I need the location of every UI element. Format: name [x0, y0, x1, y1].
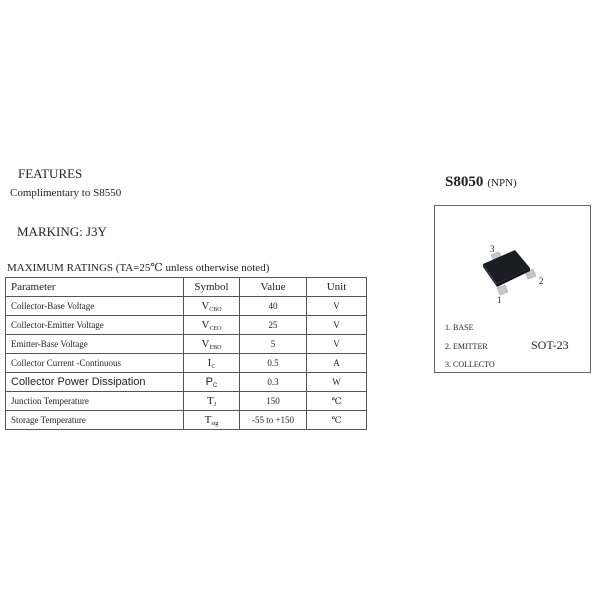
cell-value: 5: [240, 335, 307, 354]
cell-value: -55 to +150: [240, 411, 307, 430]
cell-symbol: $P_C$: [184, 373, 240, 392]
pin-number-3: 3: [490, 244, 495, 254]
cell-value: 0.3: [240, 373, 307, 392]
cell-symbol: $V_{CBO}$: [184, 297, 240, 316]
part-title: [445, 174, 517, 191]
cell-value: 150: [240, 392, 307, 411]
cell-parameter: Collector-Base Voltage: [6, 297, 184, 316]
header-symbol: Symbol: [184, 278, 240, 297]
cell-parameter: Emitter-Base Voltage: [6, 335, 184, 354]
header-parameter: Parameter: [6, 278, 184, 297]
cell-unit: W: [307, 373, 367, 392]
table-row: [6, 373, 367, 392]
table-row: [6, 335, 367, 354]
pin-number-2: 2: [539, 276, 544, 286]
features-text: Complimentary to S8550: [10, 187, 122, 199]
cell-unit: V: [307, 297, 367, 316]
cell-parameter: Collector Current -Continuous: [6, 354, 184, 373]
pin-number-1: 1: [497, 295, 502, 305]
cell-symbol: $T_J$: [184, 392, 240, 411]
table-header-row: [6, 278, 367, 297]
package-type: SOT-23: [531, 338, 569, 352]
cell-symbol: $I_C$: [184, 354, 240, 373]
ratings-title: MAXIMUM RATINGS (TA=25℃ unless otherwise noted): [7, 262, 270, 274]
cell-parameter: Collector-Emitter Voltage: [6, 316, 184, 335]
cell-unit: V: [307, 335, 367, 354]
cell-symbol: $V_{CEO}$: [184, 316, 240, 335]
marking-label: MARKING: J3Y: [17, 224, 107, 239]
features-heading: FEATURES: [18, 166, 83, 181]
pin-desc-base: 1. BASE: [445, 323, 474, 332]
package-diagram-box: [434, 205, 591, 373]
pin-desc-collector: 3. COLLECTO: [445, 360, 495, 369]
cell-unit: V: [307, 316, 367, 335]
cell-value: 25: [240, 316, 307, 335]
cell-symbol: $V_{EBO}$: [184, 335, 240, 354]
table-row: [6, 316, 367, 335]
table-row: [6, 354, 367, 373]
table-row: [6, 411, 367, 430]
max-ratings-table: [5, 277, 367, 430]
cell-unit: A: [307, 354, 367, 373]
part-type: (NPN): [487, 177, 517, 189]
cell-value: 40: [240, 297, 307, 316]
header-unit: Unit: [307, 278, 367, 297]
cell-unit: ℃: [307, 411, 367, 430]
cell-parameter: Storage Temperature: [6, 411, 184, 430]
cell-unit: ℃: [307, 392, 367, 411]
cell-value: 0.5: [240, 354, 307, 373]
header-value: Value: [240, 278, 307, 297]
sot23-chip-icon: [475, 242, 555, 307]
table-row: [6, 297, 367, 316]
cell-symbol: $T_{stg}$: [184, 411, 240, 430]
table-row: [6, 392, 367, 411]
part-name: S8050: [445, 174, 484, 190]
cell-parameter: Junction Temperature: [6, 392, 184, 411]
cell-parameter: Collector Power Dissipation: [6, 373, 184, 392]
pin-desc-emitter: 2. EMITTER: [445, 342, 488, 351]
